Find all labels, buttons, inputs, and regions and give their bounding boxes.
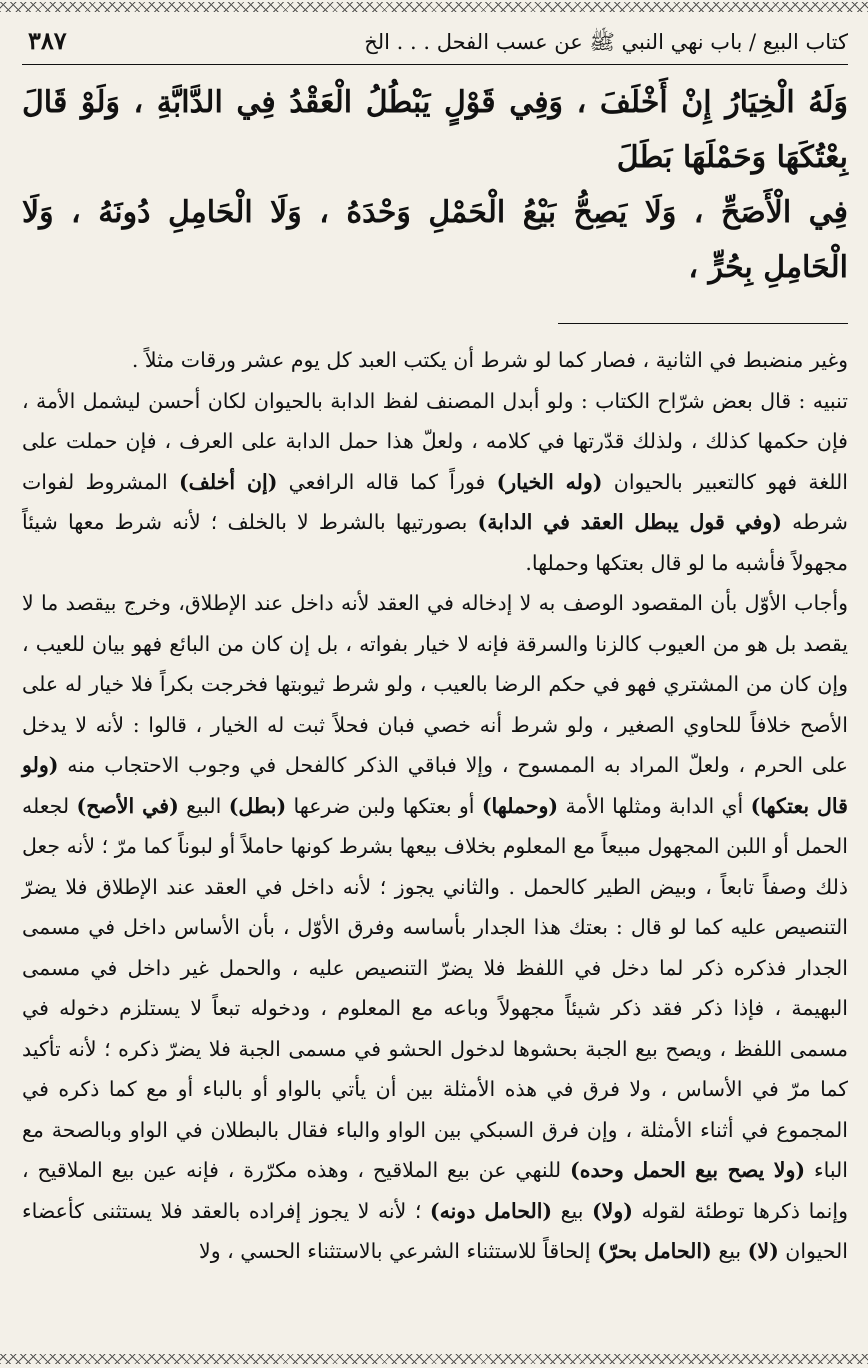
commentary-paragraph-1: وغير منضبط في الثانية ، فصار كما لو شرط أن يكتب العبد كل يوم عشر ورقات مثلاً . bbox=[131, 348, 848, 372]
book-page bbox=[22, 18, 848, 1272]
main-text-matn bbox=[22, 75, 848, 295]
bottom-decorative-border bbox=[0, 1354, 868, 1364]
commentary-paragraph-2: تنبيه : قال بعض شرّاح الكتاب : ولو أبدل المصنف لفظ الدابة بالحيوان لكان أحسن ليشمل الأمة ، فإن حكمها كذلك ، ولذلك قدّرتها في كلامه ، ولعلّ هذا حمل الدابة على العرف ، فإن حملت على اللغة فهو كالتعبير بالحيوان (وله الخيار) فوراً كما قاله الرافعي (إن أخلف) المشروط لفوات شرطه (وفي قول يبطل العقد في الدابة) بصورتيها بالشرط لا بالخلف ؛ لأنه شرط معها شيئاً مجهولاً فأشبه ما لو قال بعتكها وحملها. bbox=[22, 388, 848, 575]
matn-line-2: فِي الْأَصَحِّ ، وَلَا يَصِحُّ بَيْعُ الْحَمْلِ وَحْدَهُ ، وَلَا الْحَامِلِ دُونَهُ ، وَلَا الْحَامِلِ بِحُرٍّ ، bbox=[22, 195, 848, 285]
chapter-title: كتاب البيع / باب نهي النبي ﷺ عن عسب الفحل . . . الخ bbox=[364, 30, 848, 54]
matn-line-1: وَلَهُ الْخِيَارُ إِنْ أَخْلَفَ ، وَفِي قَوْلٍ يَبْطُلُ الْعَقْدُ فِي الدَّابَّةِ ، وَلَوْ قَالَ بِعْتُكَهَا وَحَمْلَهَا بَطَلَ bbox=[22, 85, 848, 175]
commentary-paragraph-3: وأجاب الأوّل بأن المقصود الوصف به لا إدخاله في العقد لأنه داخل عند الإطلاق، وخرج بيقصد ما لا يقصد بل هو من العيوب كالزنا والسرقة فإنه لا خيار بفواته ، بل إن كان من البائع فهو بيان للعيب ، وإن كان من المشتري فهو في حكم الرضا بالعيب ، ولو شرط ثيوبتها فخرجت بكراً فلا خيار له على الأصح خلافاً للحاوي الصغير ، ولو شرط أنه خصي فبان فحلاً ثبت له الخيار ، قالوا : لأنه لا يدخل على الحرم ، ولعلّ المراد به الممسوح ، وإلا فباقي الذكر كالفحل في وجوب الاحتجاب منه (ولو قال بعتكها) أي الدابة ومثلها الأمة (وحملها) أو بعتكها ولبن ضرعها (بطل) البيع (في الأصح) لجعله الحمل أو اللبن المجهول مبيعاً مع المعلوم بخلاف بيعها بشرط كونها حاملاً أو لبوناً كما مرّ ؛ لأنه جعل ذلك وصفاً تابعاً ، وبيض الطير كالحمل . والثاني يجوز ؛ لأنه داخل في العقد عند الإطلاق فلا يضرّ التنصيص عليه كما لو قال : بعتك هذا الجدار بأساسه وفرق الأوّل ، بأن الأساس داخل في مسمى الجدار فذكره ذكر لما دخل في اللفظ فلا يضرّ التنصيص عليه ، والحمل غير داخل في مسمى البهيمة ، فإذا ذكر فقد ذكر شيئاً مجهولاً وباعه مع المعلوم ، ودخوله تبعاً لا يستلزم دخوله في مسمى اللفظ ، ويصح بيع الجبة بحشوها لدخول الحشو في مسمى الجبة فلا يضرّ ذكره ؛ لأنه تأكيد كما مرّ في الأساس ، ولا فرق في هذه الأمثلة بين أن يأتي بالواو أو بالباء أو مع كما ذكره في المجموع في أثناء الأمثلة ، وإن فرق السبكي بين الواو والباء فقال بالبطلان في الواو وبالصحة مع الباء (ولا يصح بيع الحمل وحده) للنهي عن بيع الملاقيح ، وهذه مكرّرة ، فإنه عين بيع الملاقيح ، وإنما ذكرها توطئة لقوله (ولا) بيع (الحامل دونه) ؛ لأنه لا يجوز إفراده بالعقد فلا يستثنى كأعضاء الحيوان (لا) بيع (الحامل بحرّ) إلحاقاً للاستثناء الشرعي بالاستثناء الحسي ، ولا bbox=[22, 591, 848, 1263]
footnote-separator bbox=[558, 323, 848, 324]
running-header bbox=[22, 18, 848, 65]
commentary-sharh bbox=[22, 340, 848, 1272]
page-number: ٣٨٧ bbox=[28, 26, 67, 55]
top-decorative-border bbox=[0, 2, 868, 12]
